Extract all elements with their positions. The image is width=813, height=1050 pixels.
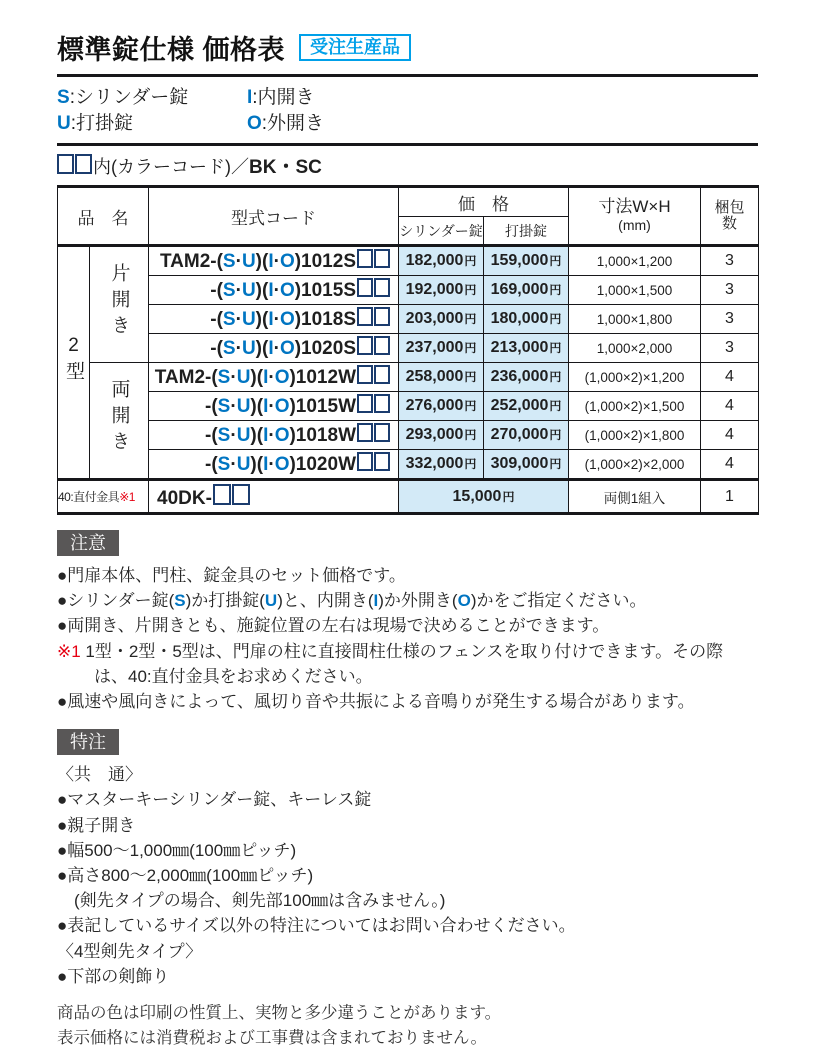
notice-list	[57, 563, 758, 714]
code-letter: I	[268, 309, 274, 330]
qty-header-line1: 梱包	[714, 199, 745, 216]
color-code-box-icon	[374, 452, 390, 471]
code-number: 1020S	[301, 338, 356, 359]
color-code-box-icon	[374, 278, 390, 297]
code-letter: S	[222, 280, 236, 301]
code-prefix: -	[205, 454, 212, 475]
note-text: S	[174, 591, 186, 611]
code-letter: S	[217, 454, 231, 475]
model-code-cell: TAM2-(S·U)(I·O)1012W	[149, 363, 399, 392]
price-table-header	[58, 187, 759, 246]
note-text: ●門扉本体、門柱、錠金具のセット価格です。	[57, 566, 406, 585]
yen-suffix: 円	[549, 341, 562, 355]
price-value: 293,000	[405, 426, 464, 443]
col-header-model-code: 型式コード	[149, 187, 399, 246]
divider	[57, 143, 758, 146]
code-prefix: TAM2-	[159, 251, 217, 272]
color-code-box-icon	[232, 484, 250, 505]
accessory-name-cell	[58, 480, 149, 514]
accessory-pack-cell: 両側1組入	[569, 480, 701, 514]
legend-key: O	[247, 113, 262, 134]
accessory-row	[58, 480, 759, 514]
code-letter: I	[268, 251, 274, 272]
code-letter: S	[217, 425, 231, 446]
note-text: ●下部の剣飾り	[57, 966, 170, 986]
color-code-text: 内(カラーコード)／	[93, 156, 249, 177]
color-code-box-icon	[357, 278, 373, 297]
price-table-body	[58, 246, 759, 514]
legend-item	[57, 86, 247, 109]
qty-header-line2: 数	[721, 215, 737, 232]
color-code-box-icon	[374, 394, 390, 413]
custom-order-item	[57, 787, 758, 812]
price-value: 192,000	[405, 281, 464, 298]
note-text: O	[457, 591, 471, 611]
pack-qty-cell: 3	[701, 334, 759, 363]
code-number: 1012W	[295, 367, 356, 388]
color-code-box-icon	[357, 423, 373, 442]
legend-key: U	[57, 113, 71, 134]
pack-qty-cell: 4	[701, 421, 759, 450]
order-production-badge: 受注生産品	[299, 34, 411, 61]
size-cell: (1,000×2)×2,000	[569, 450, 701, 480]
latch-price-cell	[484, 305, 569, 334]
note-text: (剣先タイプの場合、剣先部100㎜は含みません。)	[74, 891, 446, 911]
legend-key: I	[247, 87, 253, 108]
code-number: 1018W	[295, 425, 356, 446]
yen-suffix: 円	[464, 428, 477, 442]
note-text: )かをご指定ください。	[470, 591, 647, 611]
code-letter: S	[217, 396, 231, 417]
yen-suffix: 円	[549, 457, 562, 471]
color-code-box-icon	[374, 307, 390, 326]
code-letter: U	[236, 396, 251, 417]
notice-item	[57, 664, 758, 689]
notice-item	[57, 689, 758, 714]
note-text: 〈4型剣先タイプ〉	[57, 941, 203, 961]
model-code-cell: -(S·U)(I·O)1020S	[149, 334, 399, 363]
latch-price-cell	[484, 450, 569, 480]
code-prefix: -	[210, 309, 217, 330]
product-row	[58, 450, 759, 480]
code-number: 1015W	[295, 396, 356, 417]
code-letter: S	[217, 367, 231, 388]
size-cell: 1,000×1,800	[569, 305, 701, 334]
custom-order-item	[57, 888, 758, 913]
code-letter: O	[279, 309, 295, 330]
yen-suffix: 円	[464, 370, 477, 384]
code-letter: U	[236, 367, 251, 388]
note-text: 1型・2型・5型は、門扉の柱に直接間柱仕様のフェンスを取り付けできます。その際	[80, 641, 724, 661]
product-row	[58, 246, 759, 276]
price-value: 169,000	[490, 281, 549, 298]
color-code-note	[57, 152, 758, 179]
header-row-1	[58, 187, 759, 217]
notice-item	[57, 613, 758, 638]
price-value: 15,000	[452, 487, 502, 505]
price-value: 270,000	[490, 426, 549, 443]
model-code-cell: -(S·U)(I·O)1018S	[149, 305, 399, 334]
group-label: 両開き	[108, 379, 130, 457]
price-value: 332,000	[405, 455, 464, 472]
note-text: ●表記しているサイズ以外の特注についてはお問い合わせください。	[57, 916, 576, 936]
size-header-line2: (mm)	[618, 217, 651, 233]
accessory-price-cell	[399, 480, 569, 514]
color-code-box-icon	[357, 336, 373, 355]
pack-qty-cell: 3	[701, 276, 759, 305]
cylinder-price-cell	[399, 363, 484, 392]
color-code-box-icon	[357, 394, 373, 413]
col-header-latch-lock: 打掛錠	[484, 217, 569, 246]
yen-suffix: 円	[464, 399, 477, 413]
size-cell: 1,000×1,200	[569, 246, 701, 276]
note-text: )か打掛錠(	[185, 591, 265, 611]
yen-suffix: 円	[549, 283, 562, 297]
note-text: ●シリンダー錠(	[57, 591, 175, 611]
code-letter: O	[274, 454, 290, 475]
legend-item	[247, 112, 758, 135]
code-letter: I	[268, 280, 274, 301]
legend-item	[247, 86, 758, 109]
size-cell: (1,000×2)×1,500	[569, 392, 701, 421]
code-letter: U	[236, 454, 251, 475]
cylinder-price-cell	[399, 246, 484, 276]
color-code-box-icon	[357, 452, 373, 471]
cylinder-price-cell	[399, 392, 484, 421]
size-header-line1: 寸法W×H	[598, 197, 671, 216]
color-code-box-icon	[374, 336, 390, 355]
col-header-product: 品 名	[58, 187, 149, 246]
price-value: 203,000	[405, 310, 464, 327]
yen-suffix: 円	[549, 312, 562, 326]
price-value: 252,000	[490, 397, 549, 414]
code-prefix: -	[205, 396, 212, 417]
code-letter: U	[241, 338, 256, 359]
note-text: 〈共 通〉	[57, 765, 142, 785]
legend-key: S	[57, 87, 70, 108]
cylinder-price-cell	[399, 334, 484, 363]
size-cell: 1,000×2,000	[569, 334, 701, 363]
color-code-boxes	[57, 154, 93, 178]
price-value: 237,000	[405, 339, 464, 356]
product-row	[58, 334, 759, 363]
pack-qty-cell: 1	[701, 480, 759, 514]
yen-suffix: 円	[502, 489, 515, 504]
col-header-price: 価 格	[399, 187, 569, 217]
note-text: は、40:直付金具をお求めください。	[94, 666, 373, 686]
note-text: ●高さ800〜2,000㎜(100㎜ピッチ)	[57, 866, 314, 886]
custom-order-item	[57, 913, 758, 938]
code-letter: O	[279, 251, 295, 272]
code-prefix: 40DK-	[157, 487, 212, 509]
code-number: 1015S	[301, 280, 356, 301]
code-letter: S	[222, 309, 236, 330]
pack-qty-cell: 4	[701, 363, 759, 392]
pack-qty-cell: 4	[701, 392, 759, 421]
custom-order-badge: 特注	[57, 729, 119, 755]
code-letter: O	[274, 367, 290, 388]
color-code-box-icon	[357, 307, 373, 326]
product-row	[58, 421, 759, 450]
accessory-name: 40:直付金具	[58, 490, 120, 504]
code-letter: O	[279, 338, 295, 359]
custom-order-item	[57, 863, 758, 888]
code-letter: S	[222, 251, 236, 272]
size-cell: (1,000×2)×1,800	[569, 421, 701, 450]
code-letter: I	[263, 425, 269, 446]
yen-suffix: 円	[464, 312, 477, 326]
cylinder-price-cell	[399, 305, 484, 334]
col-header-cylinder-lock: シリンダー錠	[399, 217, 484, 246]
custom-order-item	[57, 762, 758, 787]
size-cell: 1,000×1,500	[569, 276, 701, 305]
pack-qty-cell: 4	[701, 450, 759, 480]
group-label: 片開き	[108, 263, 130, 341]
legend-item	[57, 112, 247, 135]
group-label-cell	[90, 246, 149, 363]
custom-order-item	[57, 838, 758, 863]
latch-price-cell	[484, 276, 569, 305]
note-text: U	[264, 591, 278, 611]
price-value: 213,000	[490, 339, 549, 356]
product-row	[58, 392, 759, 421]
code-prefix: -	[210, 280, 217, 301]
code-letter: I	[263, 367, 269, 388]
product-row	[58, 276, 759, 305]
price-value: 159,000	[490, 252, 549, 269]
latch-price-cell	[484, 421, 569, 450]
code-letter: U	[236, 425, 251, 446]
legend-desc: :シリンダー錠	[69, 87, 189, 108]
color-code-box-icon	[75, 154, 92, 174]
custom-order-item	[57, 813, 758, 838]
lock-legend	[57, 86, 758, 135]
yen-suffix: 円	[464, 457, 477, 471]
series-label-cell	[58, 246, 90, 480]
custom-order-list	[57, 762, 758, 989]
accessory-note-ref: ※1	[119, 490, 135, 504]
model-code-cell: -(S·U)(I·O)1020W	[149, 450, 399, 480]
yen-suffix: 円	[549, 428, 562, 442]
code-letter: O	[279, 280, 295, 301]
price-value: 180,000	[490, 310, 549, 327]
col-header-qty	[701, 187, 759, 246]
footer-note-line: 表示価格には消費税および工事費は含まれておりません。	[57, 1028, 487, 1047]
product-row	[58, 305, 759, 334]
note-text: )か外開き(	[378, 591, 458, 611]
product-row	[58, 363, 759, 392]
price-value: 276,000	[405, 397, 464, 414]
note-text: ●風速や風向きによって、風切り音や共振による音鳴りが発生する場合があります。	[57, 692, 695, 712]
cylinder-price-cell	[399, 421, 484, 450]
yen-suffix: 円	[464, 254, 477, 268]
yen-suffix: 円	[549, 370, 562, 384]
notice-item	[57, 588, 758, 613]
latch-price-cell	[484, 392, 569, 421]
note-text: )と、内開き(	[277, 591, 374, 611]
model-code-cell: TAM2-(S·U)(I·O)1012S	[149, 246, 399, 276]
pack-qty-cell: 3	[701, 305, 759, 334]
yen-suffix: 円	[464, 283, 477, 297]
footer-note-line: 商品の色は印刷の性質上、実物と多少違うことがあります。	[57, 1004, 502, 1023]
code-letter: U	[241, 280, 256, 301]
title-row	[57, 28, 758, 67]
color-code-box-icon	[357, 365, 373, 384]
col-header-size	[569, 187, 701, 246]
color-code-box-icon	[213, 484, 231, 505]
code-letter: I	[263, 396, 269, 417]
group-label-cell	[90, 363, 149, 480]
code-prefix: TAM2-	[154, 367, 212, 388]
code-letter: O	[274, 396, 290, 417]
price-table	[57, 185, 759, 515]
code-prefix: -	[210, 338, 217, 359]
code-number: 1020W	[295, 454, 356, 475]
accessory-code-cell	[149, 480, 399, 514]
color-code-box-icon	[374, 423, 390, 442]
note-text: ●親子開き	[57, 815, 136, 835]
code-letter: I	[263, 454, 269, 475]
price-value: 258,000	[405, 368, 464, 385]
model-code-cell: -(S·U)(I·O)1015W	[149, 392, 399, 421]
code-letter: U	[241, 251, 256, 272]
pack-qty-cell: 3	[701, 246, 759, 276]
note-text: I	[373, 591, 379, 611]
cylinder-price-cell	[399, 450, 484, 480]
price-value: 236,000	[490, 368, 549, 385]
notice-item	[57, 639, 758, 664]
code-number: 1018S	[301, 309, 356, 330]
custom-order-item	[57, 939, 758, 964]
custom-order-item	[57, 964, 758, 989]
code-letter: I	[268, 338, 274, 359]
note-text: ●両開き、片開きとも、施錠位置の左右は現場で決めることができます。	[57, 616, 610, 636]
footer-notes	[57, 1001, 758, 1050]
legend-desc: :外開き	[261, 113, 325, 134]
color-code-box-icon	[374, 249, 390, 268]
price-value: 309,000	[490, 455, 549, 472]
note-text: ●幅500〜1,000㎜(100㎜ピッチ)	[57, 840, 297, 860]
code-number: 1012S	[301, 251, 356, 272]
latch-price-cell	[484, 334, 569, 363]
color-code-box-icon	[57, 154, 74, 174]
model-code-cell: -(S·U)(I·O)1018W	[149, 421, 399, 450]
latch-price-cell	[484, 363, 569, 392]
legend-desc: :内開き	[252, 87, 315, 108]
notice-item	[57, 563, 758, 588]
note-text: ※1	[57, 641, 81, 661]
yen-suffix: 円	[464, 341, 477, 355]
yen-suffix: 円	[549, 254, 562, 268]
yen-suffix: 円	[549, 399, 562, 413]
size-cell: (1,000×2)×1,200	[569, 363, 701, 392]
latch-price-cell	[484, 246, 569, 276]
code-letter: U	[241, 309, 256, 330]
cylinder-price-cell	[399, 276, 484, 305]
color-code-box-icon	[357, 249, 373, 268]
page-title: 標準錠仕様 価格表	[57, 35, 286, 65]
legend-desc: :打掛錠	[70, 113, 134, 134]
code-prefix: -	[205, 425, 212, 446]
code-letter: S	[222, 338, 236, 359]
series-label: 2型	[63, 335, 84, 385]
color-code-box-icon	[374, 365, 390, 384]
price-value: 182,000	[405, 252, 464, 269]
code-letter: O	[274, 425, 290, 446]
note-text: ●マスターキーシリンダー錠、キーレス錠	[57, 790, 372, 810]
notice-badge: 注意	[57, 530, 119, 556]
divider	[57, 74, 758, 77]
model-code-cell: -(S·U)(I·O)1015S	[149, 276, 399, 305]
color-code-values: BK・SC	[249, 157, 322, 178]
